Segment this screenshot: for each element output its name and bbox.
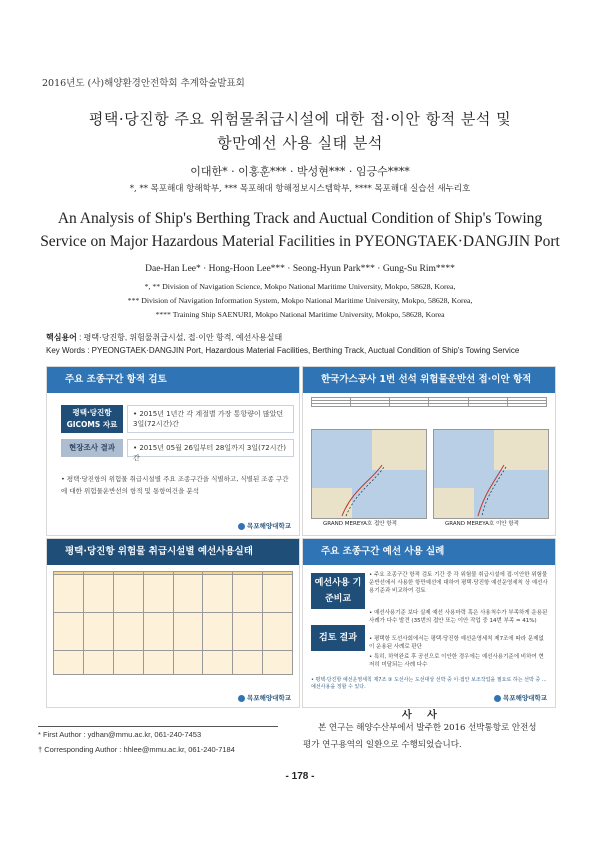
table-cell	[233, 575, 263, 613]
table-cell	[113, 613, 143, 651]
slide-tug-example	[302, 538, 556, 708]
authors-ko: 이대한* · 이홍훈*** · 박성현*** · 임긍수****	[190, 165, 410, 178]
table-cell	[312, 404, 351, 407]
keywords-en-label: Key Words	[46, 346, 85, 355]
table-cell	[203, 651, 233, 675]
slide4-badge-compare: 예선사용 기준비교	[311, 573, 365, 609]
slide4-badge-result: 검토 결과	[311, 625, 365, 651]
acknowledgement-line1: 본 연구는 해양수산부에서 발주한 2016 선박통항로 안전성	[318, 723, 537, 733]
slide1-badge-survey: 현장조사 결과	[61, 439, 123, 457]
table-cell	[54, 575, 84, 613]
table-cell	[143, 575, 173, 613]
slide4-text-result1: • 예선사용기준 보다 실제 예선 사용마력 혹은 사용척수가 부족하게 운용된 사례가 다수 발견 (35번의 접안 또는 이안 작업 중 14번 부족 = 41%)	[369, 610, 548, 624]
table-cell	[203, 613, 233, 651]
table-cell	[263, 575, 293, 613]
table-cell	[83, 651, 113, 675]
table-cell	[54, 651, 84, 675]
slide2-title: 한국가스공사 1번 선석 위험물운반선 접·이안 항적	[303, 367, 555, 393]
slide1-badge-gicoms: 평택·당진항 GICOMS 자료	[61, 405, 123, 433]
table-cell	[83, 613, 113, 651]
title-ko-line1: 평택·당진항 주요 위험물취급시설에 대한 접·이안 항적 분석 및	[88, 110, 512, 128]
table-cell	[173, 613, 203, 651]
table-cell	[468, 404, 507, 407]
table-cell	[263, 651, 293, 675]
table-cell	[203, 575, 233, 613]
slide2-map2-label: GRAND MEREYA호 이안 항적	[445, 521, 519, 527]
slide2-map-berthing	[311, 429, 427, 519]
slide4-bottom-note: • 평택·당진항 예선운영세칙 제7조 ③ 도선사는 도선대상 선박 중 이·접안 보조작업을 필요로 하는 선박 중 ... 예선사용을 정할 수 있다.	[311, 677, 547, 690]
slide1-text-gicoms: • 2015년 1년간 각 계절별 가장 통항량이 많았던 3일(72시간)간	[127, 405, 294, 433]
slide1-logo	[238, 521, 291, 530]
title-ko-line2: 항만예선 사용 실태 분석	[217, 134, 383, 152]
title-en-line1: An Analysis of Ship's Berthing Track and Auctual Condition of Ship's Towing	[57, 210, 543, 227]
slide3-table	[53, 571, 293, 675]
title-en-line2: Service on Major Hazardous Material Facilities in PYEONGTAEK·DANGJIN Port	[40, 233, 560, 250]
slide3-logo	[238, 693, 291, 702]
table-cell	[351, 404, 390, 407]
footnote-divider	[38, 726, 278, 727]
footnote-first-author: * First Author : ydhan@mmu.ac.kr, 061-240-7453	[38, 730, 202, 739]
slide-track-review	[46, 366, 300, 536]
affiliation-ko: *, ** 목포해대 항해학부, *** 목포해대 항해정보시스템학부, **** 목포해대 실습선 새누리호	[129, 184, 471, 194]
slide4-text-result3: • 특히, 하역완료 후 공선으로 이안한 경우에는 예선사용기준에 비하여 현저히 미달되는 사례 다수	[369, 654, 544, 668]
table-cell	[113, 651, 143, 675]
slide2-table	[311, 397, 547, 407]
slide-tug-usage	[46, 538, 300, 708]
university-logo-icon	[238, 695, 245, 702]
keywords-ko	[46, 332, 282, 343]
slide4-text-result2: • 평택항 도선사회에서는 평택·당진항 예선운영세칙 제7조에 따라 문제없이 운용된 사례로 판단	[369, 636, 544, 650]
conference-header: 2016년도 (사)해양환경안전학회 추계학술발표회	[42, 78, 245, 89]
table-cell	[233, 651, 263, 675]
page-number: - 178 -	[285, 771, 315, 782]
slide4-title: 주요 조종구간 예선 사용 실례	[303, 539, 555, 565]
affiliation-en-1: *, ** Division of Navigation Science, Mokpo National Maritime University, Mokpo, 58628, Korea,	[144, 282, 456, 291]
university-logo-icon	[238, 523, 245, 530]
slide2-map-unberthing	[433, 429, 549, 519]
table-cell	[390, 404, 429, 407]
acknowledgement-line2: 평가 연구용역의 일환으로 수행되었습니다.	[303, 740, 462, 750]
slide4-logo	[494, 693, 547, 702]
table-cell	[429, 404, 468, 407]
table-cell	[507, 404, 546, 407]
keywords-ko-text: : 평택·당진항, 위험물취급시설, 접·이안 항적, 예선사용실태	[79, 333, 283, 342]
slide-berthing-track	[302, 366, 556, 536]
slide3-logo-text: 목포해양대학교	[247, 694, 291, 702]
slide1-title: 주요 조종구간 항적 검토	[47, 367, 299, 393]
table-cell	[173, 651, 203, 675]
table-cell	[113, 575, 143, 613]
slide4-logo-text: 목포해양대학교	[503, 694, 547, 702]
slide1-logo-text: 목포해양대학교	[247, 522, 291, 530]
slide2-map1-label: GRAND MEREYA호 접안 항적	[323, 521, 397, 527]
affiliation-en-2: *** Division of Navigation Information System, Mokpo National Maritime University, Mokpo, 58628, Korea,	[127, 296, 473, 305]
table-cell	[233, 613, 263, 651]
slide3-title: 평택·당진항 위험물 취급시설별 예선사용실태	[47, 539, 299, 565]
table-cell	[54, 613, 84, 651]
university-logo-icon	[494, 695, 501, 702]
acknowledgement-title: 사 사	[402, 710, 443, 721]
keywords-en	[46, 346, 519, 355]
unberthing-track-path	[434, 430, 548, 518]
table-cell	[263, 613, 293, 651]
slide1-text-survey: • 2015년 05월 26일부터 28일까지 3일(72시간)간	[127, 439, 294, 457]
table-cell	[143, 613, 173, 651]
authors-en: Dae-Han Lee* · Hong-Hoon Lee*** · Seong-Hyun Park*** · Gung-Su Rim****	[145, 264, 455, 274]
berthing-track-path	[312, 430, 426, 518]
table-cell	[83, 575, 113, 613]
affiliation-en-3: **** Training Ship SAENURI, Mokpo National Maritime University, Mokpo, 58628, Korea	[155, 310, 445, 319]
slide4-text-compare: • 주요 조종구간 항적 검토 기간 중 각 위험물 취급시설에 접·이안한 위험물운반선에서 사용한 항만예선에 대하여 평택·당진항 예선운영세칙 상 예선사용기준과 비교하여 검토	[369, 572, 548, 594]
footnote-corresponding-author: † Corresponding Author : hhlee@mmu.ac.kr, 061-240-7184	[38, 745, 235, 754]
table-cell	[173, 575, 203, 613]
slide1-bullet: • 평택·당진항의 위험물 취급시설별 주요 조종구간을 식별하고, 식별된 조종 구간에 대한 위험물운반선의 항적 및 통항여건을 분석	[61, 475, 289, 495]
keywords-en-text: : PYEONGTAEK·DANGJIN Port, Hazardous Material Facilities, Berthing Track, Auctual Condition of Ship's Towing Service	[87, 346, 520, 355]
keywords-ko-label: 핵심용어	[46, 333, 77, 342]
table-cell	[143, 651, 173, 675]
